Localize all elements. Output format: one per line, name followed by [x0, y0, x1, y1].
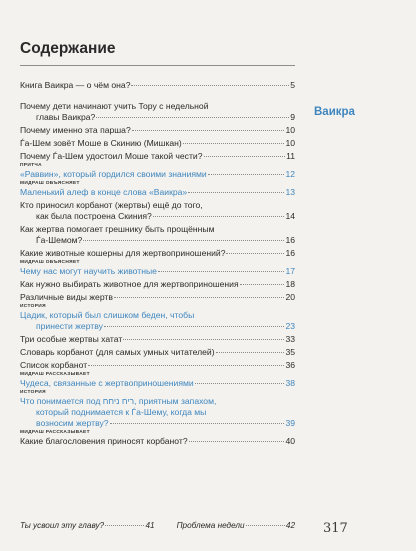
entry-title: Список корбанот [20, 360, 88, 370]
entry-page-number: 36 [285, 360, 295, 370]
problem-label[interactable]: Проблема недели [176, 521, 245, 530]
entry-page-number: 16 [285, 235, 295, 245]
entry-title: принести жертву [36, 321, 103, 331]
dot-leader [88, 364, 284, 366]
title-divider [20, 65, 295, 66]
entry-title: Чудеса, связанные с жертвоприношениями [20, 378, 194, 388]
toc-list [20, 80, 295, 447]
page-number: 317 [323, 521, 348, 536]
dot-leader [195, 382, 285, 384]
entry-title: Почему дети начинают учить Тору с недельной [20, 101, 209, 111]
entry-page-number: 12 [285, 169, 295, 179]
entry-title: Ѓа-Шем зовёт Моше в Скинию (Мишкан) [20, 138, 182, 148]
toc-entry[interactable] [20, 304, 295, 332]
entry-title: Что понимается под ריח ניחח, приятным запахом, [20, 396, 217, 406]
toc-entry[interactable] [20, 151, 295, 162]
dot-leader [226, 252, 284, 254]
dot-leader [131, 84, 289, 86]
dot-leader [246, 524, 285, 526]
entry-title: Почему Ѓа-Шем удостоил Моше такой чести? [20, 151, 203, 161]
entry-category-tag: ПРИТЧА [20, 163, 42, 168]
entry-title: «Раввин», который гордился своими знаниями [20, 169, 207, 179]
dot-leader [96, 116, 289, 118]
dot-leader [216, 351, 285, 353]
entry-page-number: 9 [290, 112, 295, 122]
entry-page-number: 10 [285, 125, 295, 135]
toc-entry[interactable] [20, 138, 295, 149]
entry-category-tag: МИДРАШ ОБЪЯСНЯЕТ [20, 181, 80, 186]
dot-leader [188, 191, 284, 193]
toc-entry[interactable] [20, 334, 295, 345]
dot-leader [158, 270, 285, 272]
entry-title: Цадик, который был слишком беден, чтобы [20, 310, 195, 320]
dot-leader [183, 142, 285, 144]
entry-page-number: 20 [285, 292, 295, 302]
toc-entry[interactable] [20, 125, 295, 136]
entry-page-number: 39 [285, 418, 295, 428]
entry-page-number: 16 [285, 248, 295, 258]
entry-page-number: 18 [285, 279, 295, 289]
dot-leader [104, 325, 285, 327]
toc-entry[interactable] [20, 372, 295, 389]
toc-entry[interactable] [20, 101, 295, 123]
entry-title: который поднимается к Ѓа-Шему, когда мы [36, 407, 207, 417]
toc-entry[interactable] [20, 279, 295, 290]
entry-title: как была построена Скиния? [36, 211, 152, 221]
dot-leader [110, 422, 285, 424]
page-title: Содержание [20, 40, 116, 57]
problem-page-number: 42 [285, 521, 296, 530]
entry-category-tag: ИСТОРИЯ [20, 304, 46, 309]
entry-page-number: 38 [285, 378, 295, 388]
toc-entry[interactable] [20, 224, 295, 246]
toc-entry[interactable] [20, 430, 295, 447]
entry-page-number: 17 [285, 266, 295, 276]
toc-entry[interactable] [20, 163, 295, 180]
entry-page-number: 13 [285, 187, 295, 197]
dot-leader [240, 283, 285, 285]
toc-entry[interactable] [20, 80, 295, 91]
entry-category-tag: ИСТОРИЯ [20, 390, 46, 395]
entry-title: возносим жертву? [36, 418, 109, 428]
entry-title: Кто приносил корбанот (жертвы) ещё до того, [20, 200, 203, 210]
dot-leader [105, 524, 144, 526]
entry-page-number: 11 [286, 151, 295, 161]
dot-leader [114, 296, 285, 298]
entry-page-number: 35 [285, 347, 295, 357]
entry-category-tag: МИДРАШ РАССКАЗЫВАЕТ [20, 430, 90, 435]
entry-page-number: 33 [285, 334, 295, 344]
toc-entry[interactable] [20, 248, 295, 259]
entry-title: Какие благословения приносят корбанот? [20, 436, 188, 446]
entry-page-number: 23 [285, 321, 295, 331]
entry-title: Как нужно выбирать животное для жертвоприношения [20, 279, 239, 289]
entry-title: Книга Ваикра — о чём она? [20, 80, 131, 90]
entry-title: Различные виды жертв [20, 292, 113, 302]
toc-entry[interactable] [20, 292, 295, 303]
entry-page-number: 5 [290, 80, 295, 90]
entry-title: главы Ваикра? [36, 112, 96, 122]
dot-leader [208, 173, 285, 175]
entry-title: Почему именно эта парша? [20, 125, 131, 135]
review-label[interactable]: Ты усвоил эту главу? [20, 521, 105, 530]
entry-title: Ѓа-Шемом? [36, 235, 83, 245]
toc-entry[interactable] [20, 181, 295, 198]
entry-category-tag: МИДРАШ РАССКАЗЫВАЕТ [20, 372, 90, 377]
entry-category-tag: МИДРАШ ОБЪЯСНЯЕТ [20, 260, 80, 265]
entry-page-number: 40 [285, 436, 295, 446]
entry-title: Какие животные кошерны для жертвоприношений? [20, 248, 226, 258]
dot-leader [123, 338, 284, 340]
review-page-number: 41 [145, 521, 155, 530]
section-label: Ваикра [314, 106, 355, 118]
toc-entry[interactable] [20, 360, 295, 371]
entry-title: Словарь корбанот (для самых умных читателей) [20, 347, 215, 357]
toc-entry[interactable] [20, 200, 295, 222]
entry-title: Три особые жертвы хатат [20, 334, 123, 344]
toc-entry[interactable] [20, 260, 295, 277]
dot-leader [153, 215, 285, 217]
entry-title: Чему нас могут научить животные [20, 266, 157, 276]
dot-leader [83, 239, 284, 241]
toc-entry[interactable] [20, 390, 295, 429]
entry-title: Как жертва помогает грешнику быть прощённым [20, 224, 215, 234]
dot-leader [204, 155, 286, 157]
dot-leader [132, 129, 285, 131]
toc-entry[interactable] [20, 347, 295, 358]
entry-page-number: 14 [285, 211, 295, 221]
entry-title: Маленький алеф в конце слова «Ваикра» [20, 187, 188, 197]
review-row [20, 521, 295, 530]
dot-leader [189, 440, 285, 442]
entry-page-number: 10 [285, 138, 295, 148]
